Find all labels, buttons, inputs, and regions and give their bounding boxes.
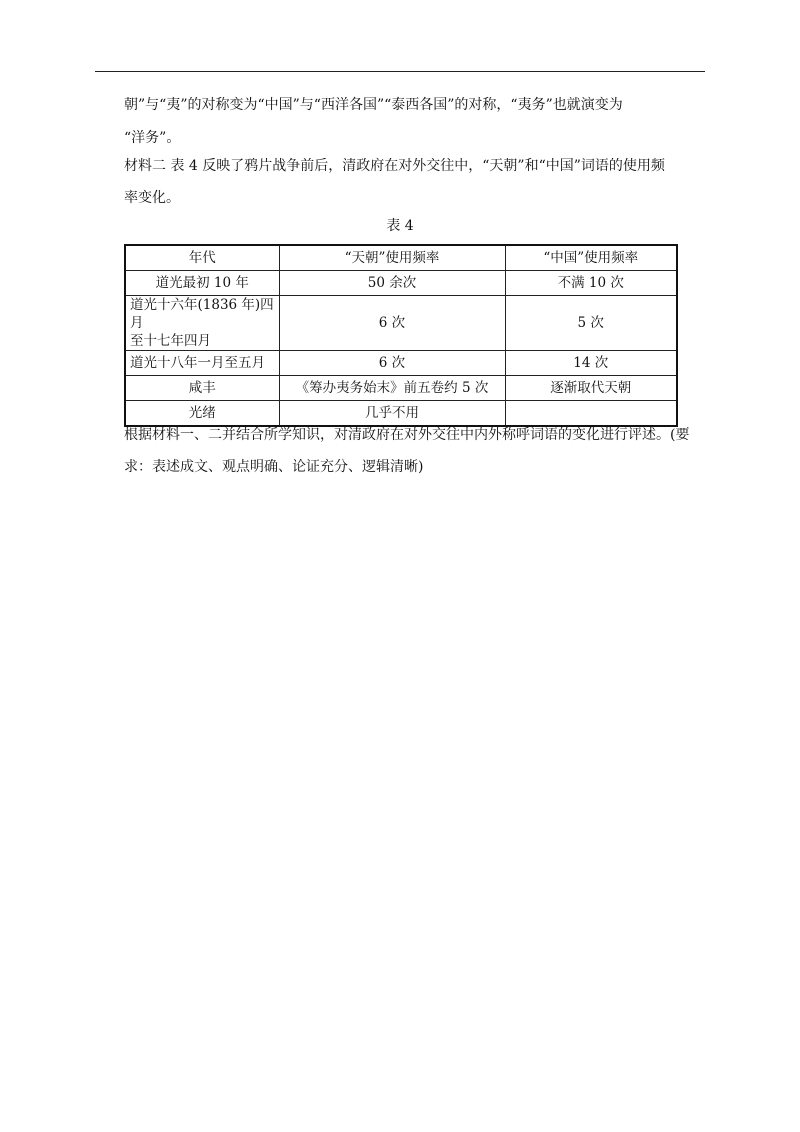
cell-zhongguo: [505, 401, 677, 427]
table-row: [125, 296, 677, 351]
cell-era: [125, 296, 279, 351]
question-line-2: 求：表述成文、观点明确、论证充分、逻辑清晰): [124, 459, 424, 475]
cell-tianchao: 50 余次: [279, 271, 505, 296]
cell-era-line-2: 至十七年四月: [130, 333, 211, 349]
table-caption: 表 4: [386, 218, 414, 234]
table-row: [125, 271, 677, 296]
header-zhongguo: “中国”使用频率: [505, 245, 677, 271]
header-rule: [95, 71, 705, 72]
table-row: [125, 351, 677, 376]
frequency-table: [124, 244, 678, 427]
cell-zhongguo: 不满 10 次: [505, 271, 677, 296]
header-era: 年代: [125, 245, 279, 271]
cell-tianchao: 6 次: [279, 296, 505, 351]
cell-tianchao: 几乎不用: [279, 401, 505, 427]
question-line-1: 根据材料一、二并结合所学知识，对清政府在对外交往中内外称呼词语的变化进行评述。(要: [124, 427, 690, 443]
cell-era: 咸丰: [125, 376, 279, 401]
cell-zhongguo: 14 次: [505, 351, 677, 376]
table-row: [125, 376, 677, 401]
cell-zhongguo: 逐渐取代天朝: [505, 376, 677, 401]
material-two-line-1: 材料二 表 4 反映了鸦片战争前后，清政府在对外交往中，“天朝”和“中国”词语的使用频: [124, 158, 665, 174]
table-row: [125, 401, 677, 427]
material-two-line-2: 率变化。: [124, 190, 180, 206]
table-header-row: [125, 245, 677, 271]
cell-zhongguo: 5 次: [505, 296, 677, 351]
cell-tianchao: 《筹办夷务始末》前五卷约 5 次: [279, 376, 505, 401]
cell-era: 道光十八年一月至五月: [125, 351, 279, 376]
header-tianchao: “天朝”使用频率: [279, 245, 505, 271]
paragraph-line-2: “洋务”。: [124, 130, 181, 146]
cell-era: 光绪: [125, 401, 279, 427]
cell-era: 道光最初 10 年: [125, 271, 279, 296]
paragraph-line-1: 朝”与“夷”的对称变为“中国”与“西洋各国”“泰西各国”的对称，“夷务”也就演变为: [124, 97, 623, 113]
cell-tianchao: 6 次: [279, 351, 505, 376]
cell-era-line-1: 道光十六年(1836 年)四月: [130, 297, 274, 331]
